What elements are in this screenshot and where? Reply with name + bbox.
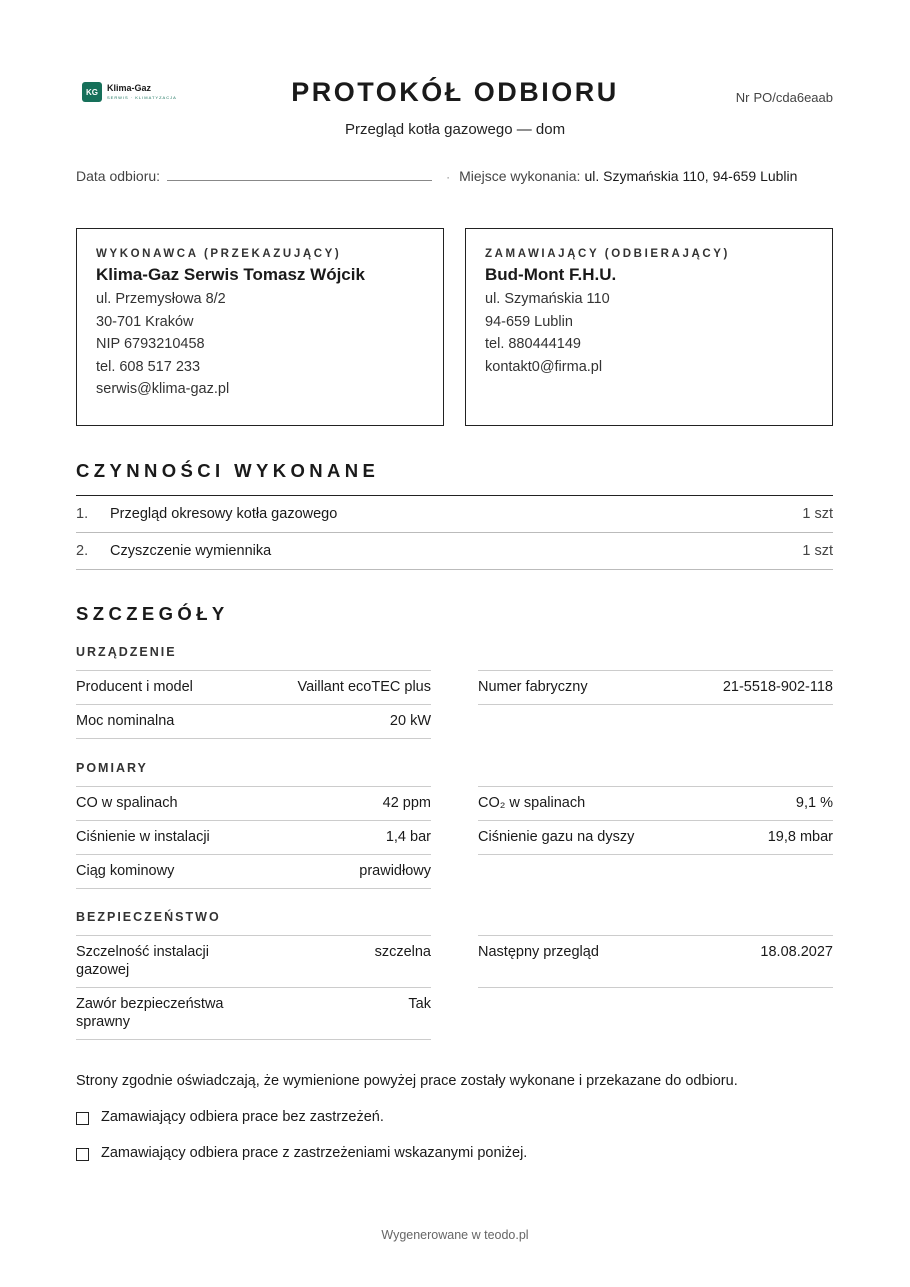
detail-key: CO w spalinach bbox=[76, 795, 178, 811]
detail-row bbox=[76, 936, 431, 988]
work-item bbox=[76, 533, 833, 570]
contractor-city: 30-701 Kraków bbox=[96, 313, 194, 330]
contractor-name: Klima-Gaz Serwis Tomasz Wójcik bbox=[96, 265, 365, 284]
detail-key: Producent i model bbox=[76, 679, 193, 695]
detail-row bbox=[76, 705, 431, 739]
detail-key: Ciąg kominowy bbox=[76, 863, 175, 879]
checkbox[interactable] bbox=[76, 1148, 89, 1161]
measurements-right-column bbox=[478, 786, 833, 855]
contractor-address: ul. Przemysłowa 8/2 bbox=[96, 291, 226, 307]
details-section-title: SZCZEGÓŁY bbox=[76, 603, 229, 624]
detail-key: Ciśnienie gazu na dyszy bbox=[478, 829, 635, 845]
document-number-label: Nr bbox=[735, 90, 750, 105]
detail-key: Zawór bezpieczeństwa sprawny bbox=[76, 996, 224, 1030]
detail-value: Tak bbox=[408, 996, 431, 1012]
safety-left-column bbox=[76, 935, 431, 1040]
work-item-number: 1. bbox=[76, 506, 89, 522]
measurements-group-title: POMIARY bbox=[76, 761, 148, 775]
work-item-quantity: 1 szt bbox=[802, 543, 833, 559]
client-email: kontakt0@firma.pl bbox=[485, 358, 603, 375]
detail-key: CO₂ w spalinach bbox=[478, 795, 586, 811]
option-with-reservations[interactable] bbox=[76, 1145, 527, 1161]
measurements-left-column bbox=[76, 786, 431, 889]
detail-key: Numer fabryczny bbox=[478, 679, 588, 695]
safety-right-column bbox=[478, 935, 833, 988]
detail-row bbox=[76, 821, 431, 855]
work-item bbox=[76, 496, 833, 533]
detail-value: 18.08.2027 bbox=[760, 944, 833, 960]
option-without-reservations[interactable] bbox=[76, 1109, 384, 1125]
detail-key: Ciśnienie w instalacji bbox=[76, 829, 210, 845]
detail-value: 19,8 mbar bbox=[767, 829, 833, 845]
detail-row bbox=[76, 671, 431, 705]
work-item-number: 2. bbox=[76, 543, 89, 559]
work-list bbox=[76, 495, 833, 570]
detail-row bbox=[76, 855, 431, 889]
device-right-column bbox=[478, 670, 833, 705]
contractor-email: serwis@klima-gaz.pl bbox=[96, 381, 230, 397]
client-box bbox=[465, 228, 833, 426]
client-role: ZAMAWIAJĄCY (ODBIERAJĄCY) bbox=[485, 248, 730, 260]
client-name: Bud-Mont F.H.U. bbox=[485, 265, 617, 284]
detail-value: prawidłowy bbox=[359, 863, 431, 879]
date-field-line bbox=[167, 167, 432, 181]
detail-key: Moc nominalna bbox=[76, 713, 175, 729]
work-item-description: Przegląd okresowy kotła gazowego bbox=[110, 506, 338, 522]
location-label: Miejsce wykonania: bbox=[459, 168, 581, 184]
statement-text: Strony zgodnie oświadczają, że wymienione powyżej prace zostały wykonane i przekazane do odbioru. bbox=[76, 1073, 738, 1089]
detail-value: 42 ppm bbox=[382, 795, 431, 811]
document-number-value: PO/cda6eaab bbox=[753, 90, 833, 105]
document-number bbox=[736, 90, 833, 105]
logo-name: Klima-Gaz bbox=[107, 83, 152, 93]
detail-row bbox=[76, 988, 431, 1040]
option-label: Zamawiający odbiera prace bez zastrzeżeń. bbox=[101, 1109, 384, 1125]
detail-value: 20 kW bbox=[389, 713, 431, 729]
detail-row bbox=[478, 821, 833, 855]
contractor-nip: NIP 6793210458 bbox=[96, 336, 205, 352]
meta-row bbox=[76, 167, 836, 184]
document-subtitle: Przegląd kotła gazowego — dom bbox=[344, 121, 566, 138]
location-value: ul. Szymańskia 110, 94-659 Lublin bbox=[584, 168, 798, 184]
client-city: 94-659 Lublin bbox=[485, 313, 573, 330]
detail-key: Szczelność instalacji gazowej bbox=[76, 944, 209, 978]
detail-value: szczelna bbox=[374, 944, 431, 960]
contractor-phone: tel. 608 517 233 bbox=[96, 358, 201, 375]
client-phone: tel. 880444149 bbox=[485, 336, 581, 352]
client-address: ul. Szymańskia 110 bbox=[485, 291, 610, 307]
logo-tagline: SERWIS · KLIMATYZACJA bbox=[107, 95, 177, 100]
safety-group-title: BEZPIECZEŃSTWO bbox=[76, 910, 221, 924]
detail-row bbox=[478, 936, 833, 988]
checkbox[interactable] bbox=[76, 1112, 89, 1125]
work-item-description: Czyszczenie wymiennika bbox=[110, 543, 272, 559]
meta-separator: · bbox=[446, 170, 451, 184]
detail-value: 9,1 % bbox=[795, 795, 833, 811]
contractor-box bbox=[76, 228, 444, 426]
detail-row bbox=[478, 671, 833, 705]
detail-value: 21-5518-902-118 bbox=[722, 679, 833, 695]
option-label: Zamawiający odbiera prace z zastrzeżeniami wskazanymi poniżej. bbox=[101, 1145, 528, 1161]
work-section-title: CZYNNOŚCI WYKONANE bbox=[76, 460, 380, 481]
detail-key: Następny przegląd bbox=[478, 944, 599, 960]
detail-value: 1,4 bar bbox=[385, 829, 431, 845]
footer-text: Wygenerowane w teodo.pl bbox=[381, 1228, 529, 1242]
document-title: PROTOKÓŁ ODBIORU bbox=[291, 77, 619, 107]
detail-row bbox=[76, 787, 431, 821]
work-item-quantity: 1 szt bbox=[802, 506, 833, 522]
device-group-title: URZĄDZENIE bbox=[76, 645, 177, 659]
detail-row bbox=[478, 787, 833, 821]
detail-value: Vaillant ecoTEC plus bbox=[297, 679, 431, 695]
logo-badge: KG bbox=[82, 82, 102, 102]
contractor-role: WYKONAWCA (PRZEKAZUJĄCY) bbox=[96, 248, 342, 260]
date-label: Data odbioru: bbox=[76, 168, 161, 184]
device-left-column bbox=[76, 670, 431, 739]
